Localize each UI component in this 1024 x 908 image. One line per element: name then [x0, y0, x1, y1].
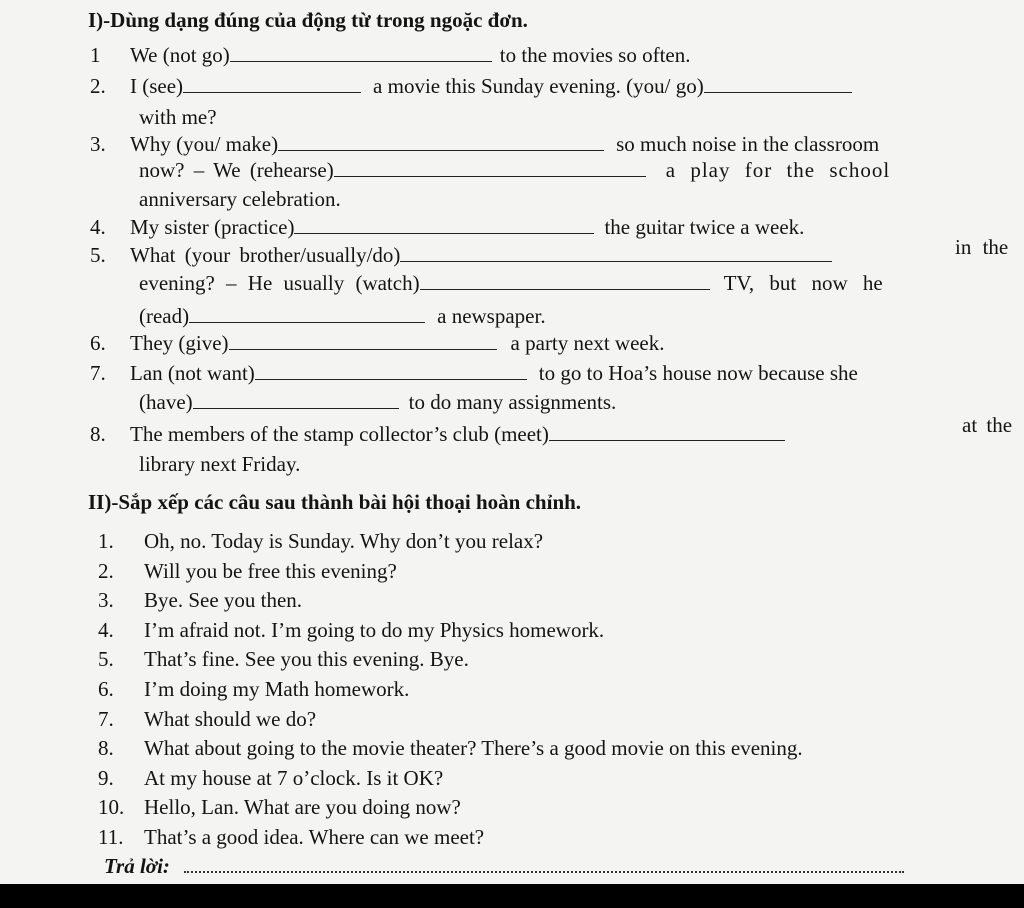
q5-number: 5.: [90, 243, 106, 267]
dialogue-item-number: 5.: [98, 647, 114, 671]
q4-blank[interactable]: [294, 232, 594, 234]
dialogue-item-text: Will you be free this evening?: [144, 559, 397, 583]
q5-blank-1[interactable]: [400, 260, 832, 262]
q1-prompt: We (not go): [130, 43, 230, 67]
question-5: [90, 242, 832, 268]
q7-line-2: [139, 389, 616, 415]
q7-blank-2[interactable]: [193, 407, 399, 409]
dialogue-item-number: 6.: [98, 677, 114, 701]
dialogue-item: [98, 646, 469, 672]
dialogue-item-number: 9.: [98, 766, 114, 790]
q4-tail: the guitar twice a week.: [604, 215, 805, 239]
q1-tail: to the movies so often.: [499, 43, 691, 67]
dialogue-item: [98, 587, 302, 613]
question-6: [90, 330, 664, 356]
q2-blank-1[interactable]: [183, 91, 361, 93]
q3-prompt-2: now? – We (rehearse): [139, 158, 334, 182]
q3-blank-1[interactable]: [278, 149, 604, 151]
dialogue-item: [98, 706, 316, 732]
q6-prompt: They (give): [130, 331, 229, 355]
q3-blank-2[interactable]: [334, 175, 646, 177]
q4-number: 4.: [90, 215, 106, 239]
dialogue-item-text: What about going to the movie theater? There’s a good movie on this evening.: [144, 736, 803, 760]
dialogue-item: [98, 765, 443, 791]
q7-tail: to go to Hoa’s house now because she: [538, 361, 858, 385]
q1-blank[interactable]: [230, 60, 492, 62]
dialogue-item: [98, 824, 484, 850]
q8-blank[interactable]: [549, 439, 785, 441]
dialogue-item-text: That’s fine. See you this evening. Bye.: [144, 647, 469, 671]
question-8: [90, 421, 785, 447]
dialogue-item-number: 3.: [98, 588, 114, 612]
q5-tail-2: TV, but now he: [723, 271, 883, 295]
q2-blank-2[interactable]: [704, 91, 852, 93]
q5-tail-3: a newspaper.: [437, 304, 546, 328]
q6-blank[interactable]: [229, 348, 497, 350]
q2-number: 2.: [90, 74, 106, 98]
q2-prompt: I (see): [130, 74, 184, 98]
q7-prompt: Lan (not want): [130, 361, 255, 385]
dialogue-item: [98, 617, 604, 643]
q5-blank-3[interactable]: [189, 321, 425, 323]
q3-tail: so much noise in the classroom: [616, 132, 880, 156]
answer-blank[interactable]: [184, 871, 904, 873]
dialogue-item-number: 4.: [98, 618, 114, 642]
dialogue-item-number: 1.: [98, 529, 114, 553]
section1-title: I)-Dùng dạng đúng của động từ trong ngoặc đơn.: [88, 8, 528, 32]
q3-number: 3.: [90, 132, 106, 156]
q7-tail-2: to do many assignments.: [408, 390, 617, 414]
question-2: [90, 73, 852, 99]
q2-continuation: with me?: [139, 105, 217, 129]
q7-prompt-2: (have): [139, 390, 193, 414]
q2-middle: a movie this Sunday evening. (you/ go): [373, 74, 704, 98]
dialogue-item-text: At my house at 7 o’clock. Is it OK?: [144, 766, 444, 790]
q5-prompt-2: evening? – He usually (watch): [139, 271, 420, 295]
dialogue-item-text: What should we do?: [144, 707, 317, 731]
q5-line-2: [139, 270, 883, 296]
q8-tail: at the: [962, 413, 1013, 437]
q5-prompt-3: (read): [139, 304, 190, 328]
q5-line-3: [139, 303, 546, 329]
q6-number: 6.: [90, 331, 106, 355]
dialogue-item-text: That’s a good idea. Where can we meet?: [144, 825, 485, 849]
dialogue-item-text: Hello, Lan. What are you doing now?: [144, 795, 461, 819]
q8-continuation: library next Friday.: [139, 452, 301, 476]
dialogue-item-text: I’m doing my Math homework.: [144, 677, 410, 701]
q5-prompt: What (your brother/usually/do): [130, 243, 401, 267]
q8-number: 8.: [90, 422, 106, 446]
dialogue-item: [98, 676, 409, 702]
q4-prompt: My sister (practice): [130, 215, 295, 239]
q7-number: 7.: [90, 361, 106, 385]
bottom-black-border: [0, 884, 1024, 908]
dialogue-item: [98, 558, 397, 584]
q3-continuation: anniversary celebration.: [139, 187, 341, 211]
question-4: [90, 214, 804, 240]
section2-title: II)-Sắp xếp các câu sau thành bài hội thoại hoàn chỉnh.: [88, 490, 582, 514]
q3-line-2: [139, 157, 890, 183]
dialogue-item-number: 11.: [98, 825, 124, 849]
dialogue-item-text: I’m afraid not. I’m going to do my Physics homework.: [144, 618, 605, 642]
dialogue-item-text: Bye. See you then.: [144, 588, 303, 612]
dialogue-item: [98, 735, 803, 761]
dialogue-item: [98, 528, 543, 554]
q1-number: 1: [90, 43, 101, 67]
dialogue-item: [98, 794, 461, 820]
dialogue-item-number: 2.: [98, 559, 114, 583]
q3-tail-2: a play for the school: [665, 158, 891, 182]
answer-label: Trả lời:: [104, 854, 170, 878]
answer-line: [104, 853, 904, 879]
question-3: [90, 131, 879, 157]
q3-prompt: Why (you/ make): [130, 132, 279, 156]
q7-blank-1[interactable]: [255, 378, 527, 380]
q5-tail: in the: [955, 235, 1009, 259]
question-7: [90, 360, 858, 386]
q8-prompt: The members of the stamp collector’s club (meet): [130, 422, 549, 446]
question-1: [90, 42, 691, 68]
q5-blank-2[interactable]: [420, 288, 710, 290]
dialogue-item-number: 7.: [98, 707, 114, 731]
dialogue-item-text: Oh, no. Today is Sunday. Why don’t you relax?: [144, 529, 544, 553]
dialogue-item-number: 10.: [98, 795, 125, 819]
q6-tail: a party next week.: [510, 331, 665, 355]
dialogue-item-number: 8.: [98, 736, 114, 760]
